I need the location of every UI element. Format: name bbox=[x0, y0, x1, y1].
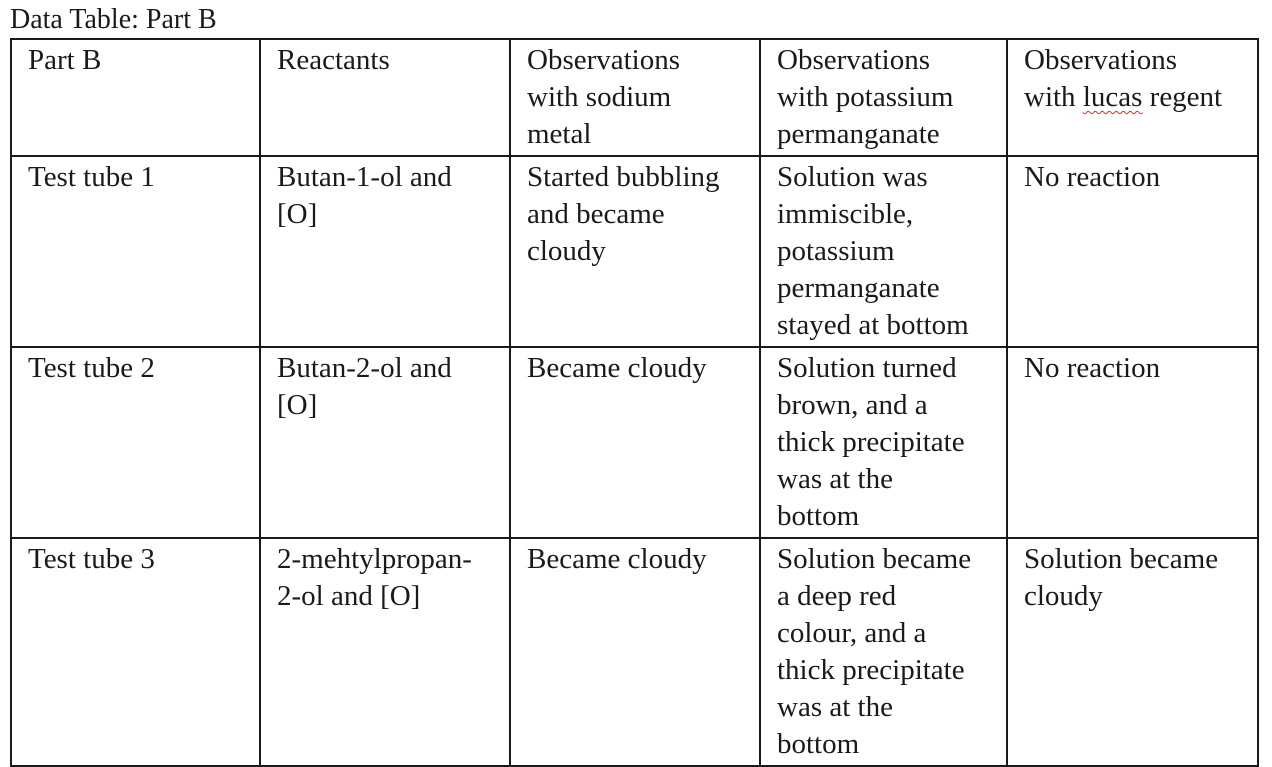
cell-text: Became cloudy bbox=[527, 543, 707, 575]
table-cell bbox=[510, 538, 760, 766]
cell-text: Became cloudy bbox=[527, 352, 707, 384]
spellcheck-underlined-word: lucas bbox=[1082, 81, 1143, 113]
cell-text: Butan-2-ol and [O] bbox=[277, 352, 452, 421]
table-cell bbox=[11, 538, 260, 766]
cell-text: 2-mehtylpropan- 2-ol and [O] bbox=[277, 543, 472, 612]
cell-text: Solution turned brown, and a thick precipitate was at the bottom bbox=[777, 352, 965, 532]
table-row bbox=[11, 156, 1258, 347]
cell-text: Solution became cloudy bbox=[1024, 543, 1219, 612]
cell-text: Solution became a deep red colour, and a thick precipitate was at the bottom bbox=[777, 543, 972, 760]
header-cell-sodium bbox=[510, 39, 760, 156]
cell-text: Test tube 3 bbox=[28, 543, 155, 575]
table-caption: Data Table: Part B bbox=[10, 4, 217, 35]
table-cell bbox=[1007, 347, 1258, 538]
table-cell bbox=[1007, 156, 1258, 347]
cell-text: Test tube 1 bbox=[28, 161, 155, 193]
table-cell bbox=[260, 156, 510, 347]
header-text: Reactants bbox=[277, 44, 390, 76]
table-cell bbox=[1007, 538, 1258, 766]
table-cell bbox=[260, 347, 510, 538]
header-row bbox=[11, 39, 1258, 156]
table-cell bbox=[510, 347, 760, 538]
header-text-part: Observations with bbox=[1024, 44, 1178, 113]
table-cell bbox=[260, 538, 510, 766]
cell-text: Butan-1-ol and [O] bbox=[277, 161, 452, 230]
table-cell bbox=[760, 156, 1007, 347]
header-text: Part B bbox=[28, 44, 102, 76]
cell-text: Test tube 2 bbox=[28, 352, 155, 384]
header-cell-part bbox=[11, 39, 260, 156]
cell-text: No reaction bbox=[1024, 352, 1161, 384]
cell-text: Started bubbling and became cloudy bbox=[527, 161, 720, 267]
table-cell bbox=[760, 347, 1007, 538]
table-row bbox=[11, 538, 1258, 766]
header-text-part: regent bbox=[1142, 81, 1223, 113]
table-cell bbox=[11, 156, 260, 347]
table-cell bbox=[11, 347, 260, 538]
table-cell bbox=[760, 538, 1007, 766]
header-text: Observations with sodium metal bbox=[527, 44, 681, 150]
header-cell-permanganate bbox=[760, 39, 1007, 156]
header-text: Observations with potassium permanganate bbox=[777, 44, 954, 150]
table-cell bbox=[510, 156, 760, 347]
header-text bbox=[1024, 42, 1251, 116]
header-cell-reactants bbox=[260, 39, 510, 156]
table-row bbox=[11, 347, 1258, 538]
cell-text: Solution was immiscible, potassium permanganate stayed at bottom bbox=[777, 161, 969, 341]
data-table bbox=[10, 38, 1259, 767]
header-cell-lucas bbox=[1007, 39, 1258, 156]
cell-text: No reaction bbox=[1024, 161, 1161, 193]
